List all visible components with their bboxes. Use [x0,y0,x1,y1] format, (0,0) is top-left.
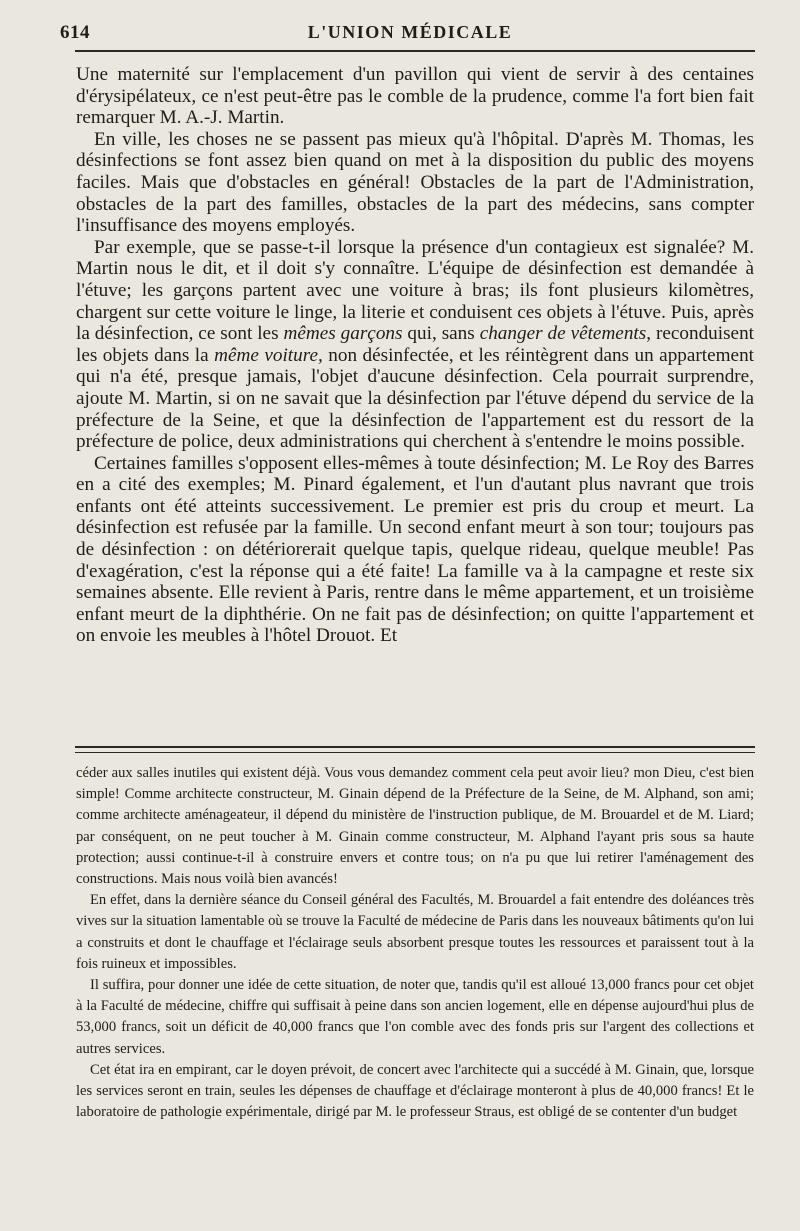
text-run: Certaines familles s'opposent elles-mêmes à toute désinfection; M. Le Roy des Barres en a cité des exemples; M. Pinard également, et l'un d'autant plus navrant que trois enfants ont été atteints successivement. Le premier est pris du croup et meurt. La désinfection est refusée par la famille. Un second enfant meurt à son tour; toujours pas de désinfection : on détériorerait quelque tapis, quelque rideau, quelque meuble! Pas d'exagération, c'est la réponse qui a été faite! La famille va à la campagne et reste six semaines absente. Elle revient à Paris, rentre dans le même appartement, et un troisième enfant meurt de la diphthérie. On ne fait pas de désinfection; on quitte l'appartement et on envoie les meubles à l'hôtel Drouot. Et [76,452,754,647]
italic-phrase: changer de vêtements [479,323,647,345]
page-number: 614 [60,22,90,43]
page-header [60,18,760,48]
body-paragraph [76,64,754,129]
main-text [76,64,754,647]
footnote-paragraph [76,1060,754,1124]
text-run: En effet, dans la dernière séance du Conseil général des Facultés, M. Brouardel a fait entendre des doléances très vives sur la situation lamentable où se trouve la Faculté de médecine de Paris dans les nouveaux bâtiments qu'on lui a construits et dont le chauffage et l'éclairage seuls absorbent presque toutes les ressources et paraissent tout à la fois ruineux et impossibles. [76,892,754,972]
footnote-paragraph [76,763,754,890]
text-run: céder aux salles inutiles qui existent déjà. Vous vous demandez comment cela peut avoir lieu? mon Dieu, c'est bien simple! Comme architecte constructeur, M. Ginain dépend de la Préfecture de la Seine, de M. Alphand, son ami; comme architecte aménageateur, il dépend du ministère de l'instruction publique, de M. Brouardel et de M. Liard; par conséquent, on ne peut toucher à M. Ginain comme constructeur, M. Alphand l'ayant pris sous sa haute protection; aussi continue-t-il à construire envers et contre tous; on n'a pu que lui retirer l'aménagement des constructions. Mais nous voilà bien avancés! [76,765,754,888]
body-paragraph [76,237,754,453]
footnote-paragraph [76,975,754,1060]
italic-phrase: même voiture, [214,344,323,366]
italic-phrase: mêmes garçons [283,323,403,345]
body-paragraph [76,129,754,237]
footnote-separator [75,746,755,753]
text-run: Une maternité sur l'emplacement d'un pavillon qui vient de servir à des centaines d'érysipélateux, ce n'est peut-être pas le comble de la prudence, comme l'a fort bien fait remarquer M. A.-J. Martin. [76,64,754,129]
footnote-paragraph [76,890,754,975]
text-run: Il suffira, pour donner une idée de cette situation, de noter que, tandis qu'il est alloué 13,000 francs pour cet objet à la Faculté de médecine, chiffre qui suffisait à peine dans son ancien logement, elle en dépense aujourd'hui plus de 53,000 francs, soit un déficit de 40,000 francs que l'on comble avec des fonds pris sur l'argent des collections et autres services. [76,977,754,1057]
text-run: qui, sans [402,323,480,345]
text-run: Par exemple, que se passe-t-il lorsque la présence d'un contagieux est signalée? M. Martin nous le dit, et il doit s'y connaître. L'équipe de désinfection est demandée à l'étuve; les garçons partent avec une voiture à bras; ils font plusieurs kilomètres, chargent sur cette voiture le linge, la literie et conduisent ces objets à l'étuve. Puis, après la désinfection, ce sont les [76,236,754,345]
text-run: non désinfectée, et les réintègrent dans un appartement qui n'a été, presque jamais, l'objet d'aucune désinfection. Cela pourrait surprendre, ajoute M. Martin, si on ne savait que la désinfection par l'étuve dépend du service de la préfecture de la Seine, et que la désinfection de l'appartement est du ressort de la préfecture de police, deux administrations qui cherchent à s'entendre le moins possible. [76,344,755,453]
text-run: Cet état ira en empirant, car le doyen prévoit, de concert avec l'architecte qui a succédé à M. Ginain, que, lorsque les services seront en train, seules les dépenses de chauffage et d'éclairage monteront à plus de 40,000 francs! Et le laboratoire de pathologie expérimentale, dirigé par M. le professeur Straus, est obligé de se contenter d'un budget [76,1061,754,1121]
footnote-text [76,763,754,1123]
text-run: , reconduisent les objets dans la [76,323,754,366]
running-title: L'UNION MÉDICALE [307,22,513,42]
body-paragraph [76,453,754,647]
text-run: En ville, les choses ne se passent pas mieux qu'à l'hôpital. D'après M. Thomas, les désinfections se font assez bien quand on met à la disposition du public des moyens faciles. Mais que d'obstacles en général! Obstacles de la part de l'Administration, obstacles de la part des familles, obstacles de la part des médecins, sans compter l'insuffisance des moyens employés. [76,128,754,237]
header-rule [75,50,755,52]
